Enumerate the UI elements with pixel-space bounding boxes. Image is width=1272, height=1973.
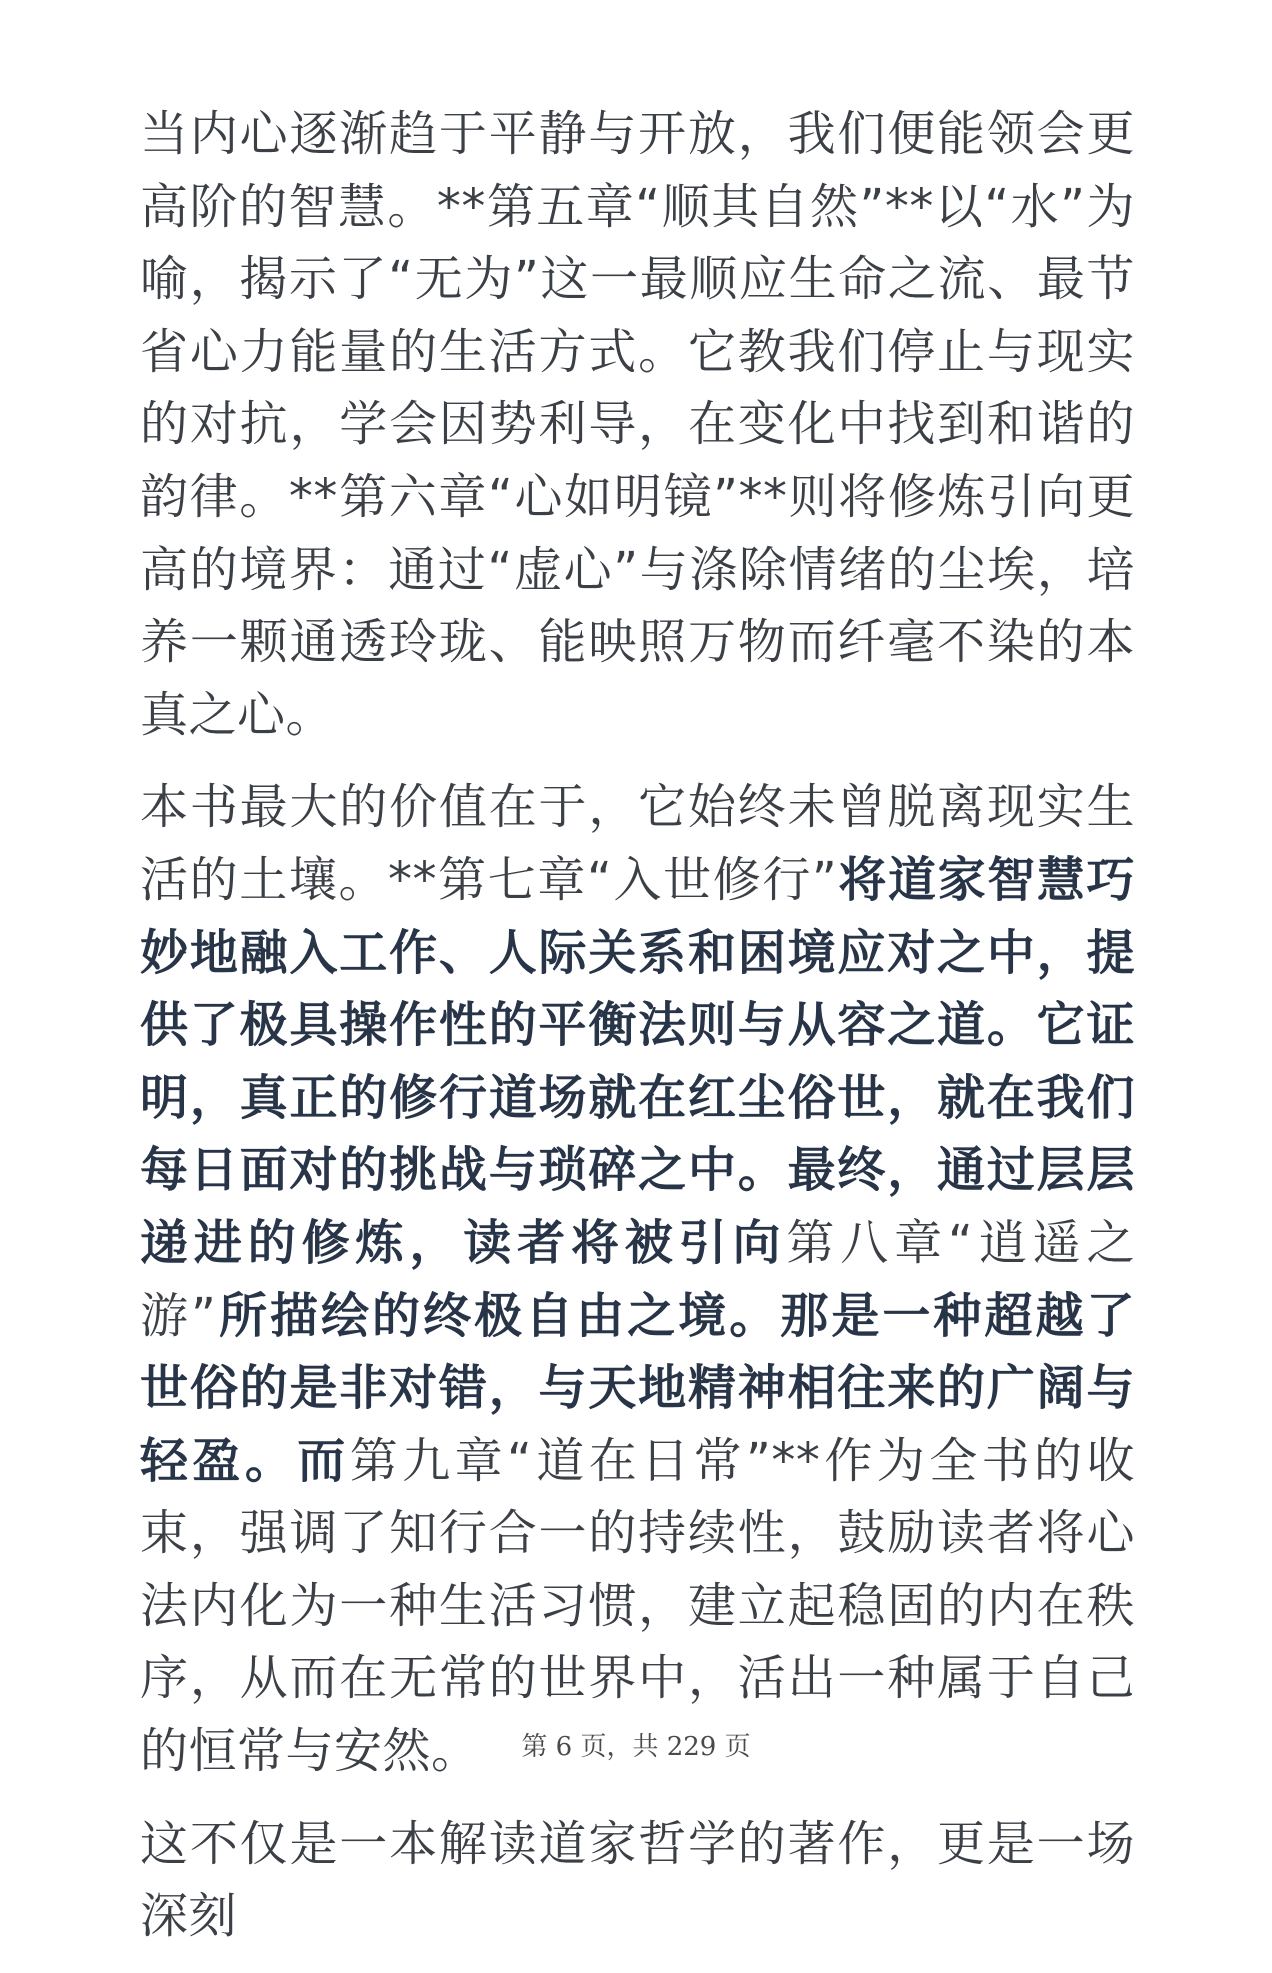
paragraph-2 — [140, 771, 1135, 1787]
paragraph-2-run-1: 本书最大的价值在于，它始终未曾脱离现实生活的土壤。**第七章“入世修行” — [140, 779, 1135, 908]
paragraph-3 — [140, 1808, 1135, 1953]
paragraph-3-run-1: 这不仅是一本解读道家哲学的著作，更是一场深刻 — [140, 1815, 1135, 1945]
paragraph-1 — [140, 98, 1135, 751]
page-number-footer: 第 6 页，共 229 页 — [521, 1732, 751, 1762]
paragraph-2-bold-run-1: 将道家智慧巧妙地融入工作、人际关系和困境应对之中，提供了极具操作性的平衡法则与从容之道。它证明，真正的修行道场就在红尘俗世，就在我们每日面对的挑战与琐碎之中。最终，通过层层递进的修炼，读者将被引向 — [140, 851, 1135, 1271]
paragraph-2-bold-run-2: 所描绘的终极自由之境。那是一种超越了世俗的是非对错，与天地精神相往来的广阔与轻盈。而 — [140, 1287, 1135, 1489]
paragraph-2-run-2: 第八章“逍遥之游” — [140, 1214, 1135, 1344]
body-text — [140, 98, 1135, 1973]
paragraph-2-run-3: 第九章“道在日常”**作为全书的收束，强调了知行合一的持续性，鼓励读者将心法内化为一种生活习惯，建立起稳固的内在秩序，从而在无常的世界中，活出一种属于自己的恒常与安然。 — [140, 1432, 1135, 1780]
paragraph-1-run-1: 当内心逐渐趋于平静与开放，我们便能领会更高阶的智慧。**第五章“顺其自然”**以“水”为喻，揭示了“无为”这一最顺应生命之流、最节省心力能量的生活方式。它教我们停止与现实的对抗，学会因势利导，在变化中找到和谐的韵律。**第六章“心如明镜”**则将修炼引向更高的境界：通过“虚心”与涤除情绪的尘埃，培养一颗通透玲珑、能映照万物而纤毫不染的本真之心。 — [140, 106, 1135, 743]
